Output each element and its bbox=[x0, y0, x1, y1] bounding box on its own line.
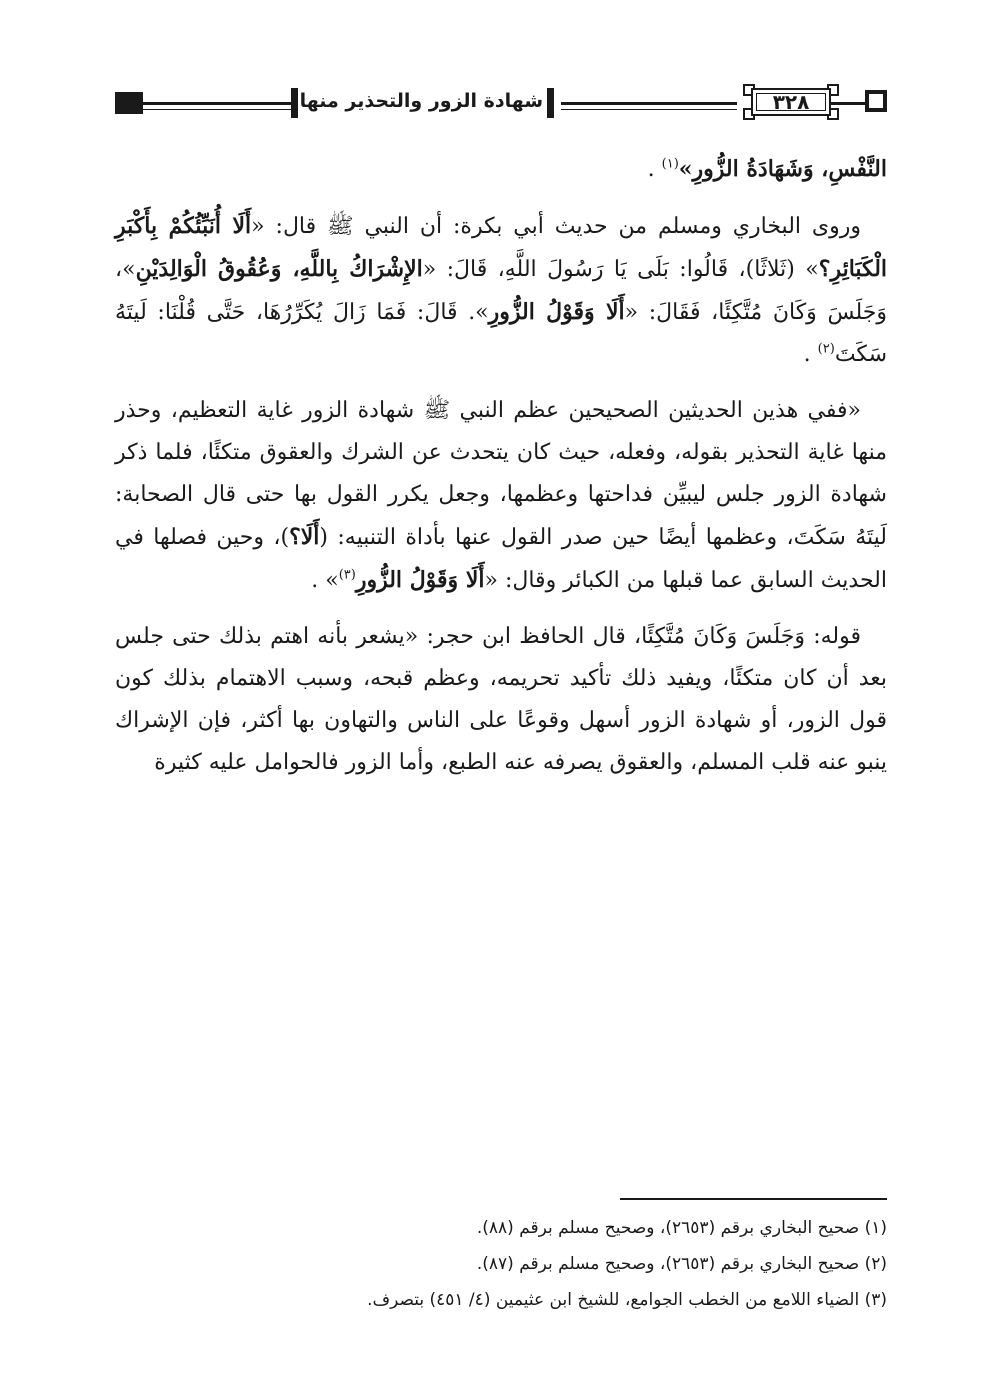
hadith-quote: الإِشْرَاكُ بِاللَّهِ، وَعُقُوقُ الْوَالِدَيْنِ bbox=[135, 256, 423, 282]
hadith-quote: أَلَا؟ bbox=[289, 524, 320, 550]
page-number-badge bbox=[737, 84, 845, 120]
page-header bbox=[115, 80, 887, 128]
footnote-ref-1: (١) bbox=[661, 156, 679, 172]
hadith-quote: أَلَا وَقَوْلُ الزُّورِ bbox=[488, 299, 625, 325]
running-title: شهادة الزور والتحذير منها bbox=[299, 90, 543, 112]
hadith-quote: أَلَا أُنَبِّئُكُمْ بِأَكْبَرِ الْكَبَائِرِ؟ bbox=[115, 213, 888, 282]
footnote-ref-2: (٢) bbox=[817, 341, 835, 357]
hadith-quote: أَلَا وَقَوْلُ الزُّورِ bbox=[355, 567, 485, 593]
header-bar-right bbox=[547, 88, 554, 118]
footnote-separator bbox=[620, 1198, 887, 1200]
paragraph-1: النَّفْسِ، وَشَهَادَةُ الزُّورِ»$^{(١)}$ . bbox=[647, 156, 887, 182]
header-rule-left bbox=[143, 102, 293, 105]
page-number: ٣٢٨ bbox=[772, 90, 810, 114]
footnote-3: (٣) الضياء اللامع من الخطب الجوامع، للشيخ ابن عثيمين (٤/ ٤٥١) بتصرف. bbox=[367, 1290, 887, 1310]
footnote-ref-3: (٣) bbox=[338, 567, 356, 583]
footnote-2: (٢) صحيح البخاري برقم (٢٦٥٣)، وصحيح مسلم برقم (٨٧). bbox=[476, 1254, 887, 1274]
header-rule-middle bbox=[561, 102, 737, 105]
paragraph-4: قوله: وَجَلَسَ وَكَانَ مُتَّكِئًا، قال الحافظ ابن حجر: «يشعر بأنه اهتم بذلك حتى جلس بعد أن كان متكئًا، ويفيد ذلك تأكيد تحريمه، وعظم قبحه، وسبب الاهتمام بذلك كون قول الزور، أو شهادة الزور أسهل وقوعًا على الناس والتهاون بها أكثر، فإن الإشراك ينبو عنه قلب المسلم، والعقوق يصرفه عنه الطبع، وأما الزور فالحوامل عليه كثيرة bbox=[115, 624, 887, 775]
main-text bbox=[115, 148, 887, 798]
footnotes bbox=[115, 1210, 887, 1318]
paragraph-3: «ففي هذين الحديثين الصحيحين عظم النبي ﷺ شهادة الزور غاية التعظيم، وحذر منها غاية التحذير بقوله، وفعله، حيث كان يتحدث عن الشرك والعقوق متكئًا، فلما ذكر شهادة الزور جلس ليبيِّن فداحتها وعظمها، وجعل يكرر القول بها حتى قال الصحابة: لَيتَهُ سَكَتَ، وعظمها أيضًا حين صدر القول عنها بأداة التنبيه: (أَلَا؟)، وحين فصلها في الحديث السابق عما قبلها من الكبائر وقال: «أَلَا وَقَوْلُ الزُّورِ$^{(٣)}$» . bbox=[115, 398, 887, 593]
hadith-quote: النَّفْسِ، وَشَهَادَةُ الزُّورِ» bbox=[678, 156, 887, 182]
footnote-1: (١) صحيح البخاري برقم (٢٦٥٣)، وصحيح مسلم برقم (٨٨). bbox=[476, 1218, 887, 1238]
paragraph-2: وروى البخاري ومسلم من حديث أبي بكرة: أن النبي ﷺ قال: «أَلَا أُنَبِّئُكُمْ بِأَكْبَرِ الْكَبَائِرِ؟» (ثَلاثًا)، قَالُوا: بَلَى يَا رَسُولَ اللَّهِ، قَالَ: «الإِشْرَاكُ بِاللَّهِ، وَعُقُوقُ الْوَالِدَيْنِ»، وَجَلَسَ وَكَانَ مُتَّكِئًا، فَقَالَ: «أَلَا وَقَوْلُ الزُّورِ». قَالَ: فَمَا زَالَ يُكَرِّرُهَا، حَتَّى قُلْنَا: لَيتَهُ سَكَتَ$^{(٢)}$ . bbox=[115, 213, 888, 367]
header-solid-block bbox=[115, 92, 143, 114]
header-square-ornament bbox=[865, 90, 887, 112]
